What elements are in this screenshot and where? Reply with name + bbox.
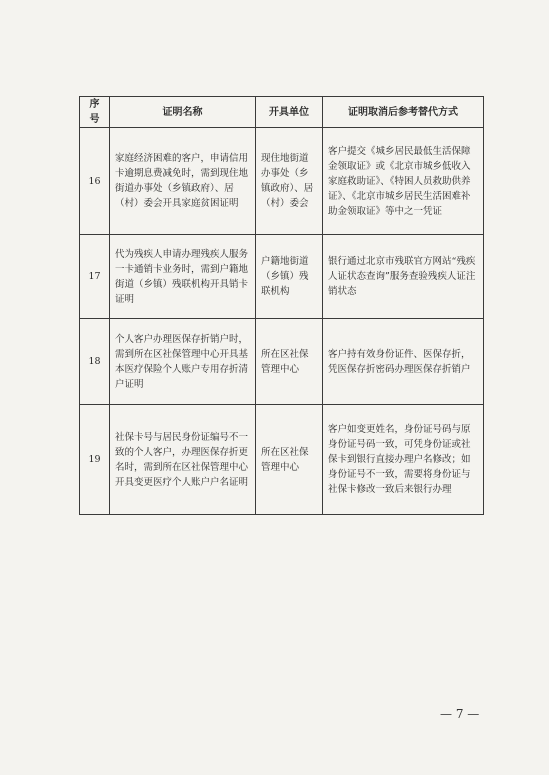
row-serial: 16 [80, 128, 110, 235]
row-certificate-name: 代为残疾人申请办理残疾人服务一卡通销卡业务时，需到户籍地街道（乡镇）残联机构开具销卡证明 [110, 235, 256, 319]
table-row [80, 405, 484, 515]
row-issuer: 所在区社保管理中心 [256, 405, 323, 515]
certificate-table [79, 96, 484, 515]
row-certificate-name: 社保卡号与居民身份证编号不一致的个人客户，办理医保存折更名时，需到所在区社保管理中心开具变更医疗个人账户户名证明 [110, 405, 256, 515]
header-issuer: 开具单位 [256, 97, 323, 128]
row-alternative: 银行通过北京市残联官方网站“残疾人证状态查询”服务查验残疾人证注销状态 [323, 235, 484, 319]
row-alternative: 客户持有效身份证件、医保存折，凭医保存折密码办理医保存折销户 [323, 319, 484, 405]
row-issuer: 现住地街道办事处（乡镇政府）、居（村）委会 [256, 128, 323, 235]
page-number: — 7 — [440, 707, 480, 721]
table-row [80, 319, 484, 405]
header-certificate-name: 证明名称 [110, 97, 256, 128]
header-serial: 序号 [80, 97, 110, 128]
row-certificate-name: 个人客户办理医保存折销户时，需到所在区社保管理中心开具基本医疗保险个人账户专用存折清户证明 [110, 319, 256, 405]
table-row [80, 235, 484, 319]
row-serial: 18 [80, 319, 110, 405]
row-serial: 19 [80, 405, 110, 515]
row-alternative: 客户如变更姓名，身份证号码与原身份证号码一致，可凭身份证或社保卡到银行直接办理户名修改；如身份证号不一致，需要将身份证与社保卡修改一致后来银行办理 [323, 405, 484, 515]
row-issuer: 户籍地街道（乡镇）残联机构 [256, 235, 323, 319]
header-alternative: 证明取消后参考替代方式 [323, 97, 484, 128]
row-issuer: 所在区社保管理中心 [256, 319, 323, 405]
row-certificate-name: 家庭经济困难的客户，申请信用卡逾期息费减免时，需到现住地街道办事处（乡镇政府）、居（村）委会开具家庭贫困证明 [110, 128, 256, 235]
table-row [80, 128, 484, 235]
row-serial: 17 [80, 235, 110, 319]
table-header-row [80, 97, 484, 128]
row-alternative: 客户提交《城乡居民最低生活保障金领取证》或《北京市城乡低收入家庭救助证》、《特困人员救助供养证》、《北京市城乡居民生活困难补助金领取证》等中之一凭证 [323, 128, 484, 235]
